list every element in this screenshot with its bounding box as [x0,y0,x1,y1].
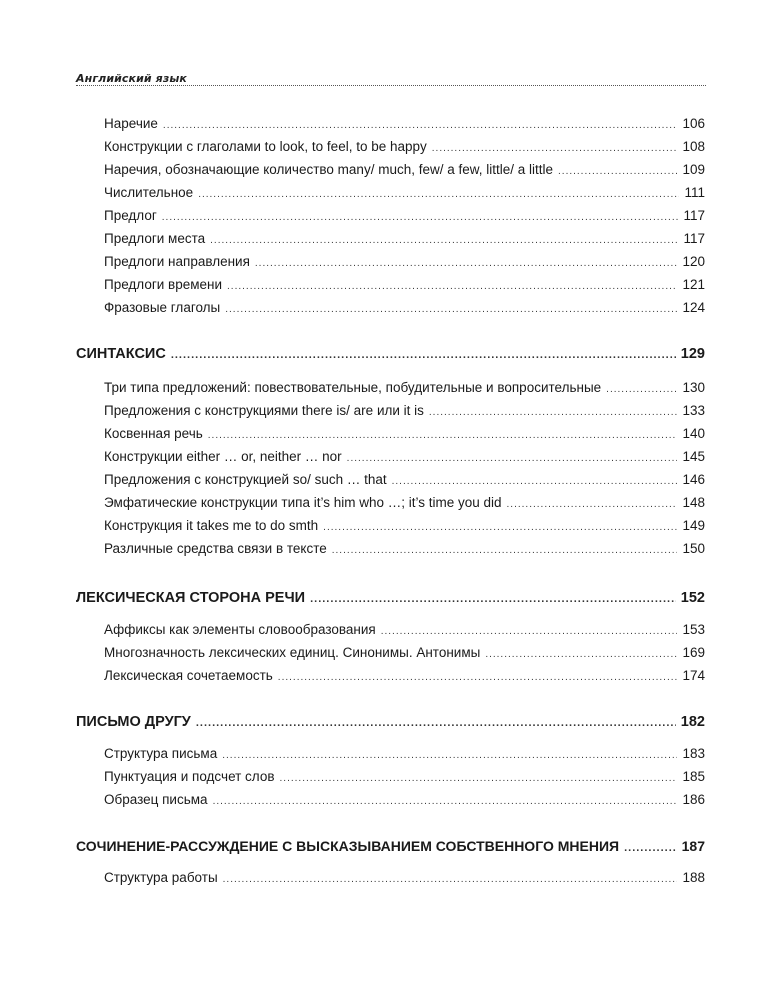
toc-entry-page: 145 [682,449,705,464]
dot-leader [432,143,678,154]
toc-entry[interactable] [104,277,705,292]
toc-entry-page: 169 [682,645,705,660]
toc-entry-title: Аффиксы как элементы словообразования [104,622,376,637]
toc-entry-title: Предлог [104,208,157,223]
dot-leader [332,545,678,556]
toc-entry-title: Наречие [104,116,158,131]
toc-entry-page: 146 [682,472,705,487]
toc-entry[interactable] [104,645,705,660]
toc-section-title: СОЧИНЕНИЕ-РАССУЖДЕНИЕ С ВЫСКАЗЫВАНИЕМ СОБСТВЕННОГО МНЕНИЯ [76,838,620,854]
toc-section-lexis[interactable] [76,590,705,606]
toc-entry[interactable] [104,518,705,533]
toc-entry-title: Наречия, обозначающие количество many/ much, few/ a few, little/ a little [104,162,554,177]
dot-leader [171,349,676,361]
dot-leader [210,235,678,246]
dot-leader [429,407,678,418]
toc-entry-title: Структура письма [104,746,218,761]
toc-entry-title: Различные средства связи в тексте [104,541,327,556]
toc-section-page: 182 [680,714,705,730]
toc-section-title: ПИСЬМО ДРУГУ [76,714,191,730]
toc-entry-title: Предлоги направления [104,254,250,269]
toc-entry-page: 130 [682,380,705,395]
toc-entry-title: Многозначность лексических единиц. Синонимы. Антонимы [104,645,481,660]
toc-section-syntax[interactable] [76,346,705,362]
toc-entry[interactable] [104,254,705,269]
toc-entry[interactable] [104,231,705,246]
toc-entry-page: 148 [682,495,705,510]
toc-entry[interactable] [104,495,705,510]
dot-leader [222,750,677,761]
toc-entry-page: 111 [684,185,705,200]
toc-entry[interactable] [104,472,705,487]
toc-section-essay[interactable] [76,838,705,854]
dot-leader [381,626,678,637]
toc-entry-page: 133 [682,403,705,418]
toc-entry[interactable] [104,380,705,395]
toc-entry-title: Числительное [104,185,194,200]
toc-section-title: СИНТАКСИС [76,346,166,362]
dot-leader [223,874,678,885]
toc-entry-page: 185 [682,769,705,784]
toc-entry[interactable] [104,162,705,177]
toc-entry-page: 120 [682,254,705,269]
toc-entry-page: 106 [682,116,705,131]
toc-entry[interactable] [104,792,705,807]
toc-section-title: ЛЕКСИЧЕСКАЯ СТОРОНА РЕЧИ [76,590,306,606]
toc-entry[interactable] [104,769,705,784]
toc-entry[interactable] [104,139,705,154]
dot-leader [255,258,678,269]
toc-entry-title: Структура работы [104,870,218,885]
toc-entry-title: Три типа предложений: повествовательные, побудительные и вопросительные [104,380,602,395]
toc-entry[interactable] [104,300,705,315]
toc-entry-title: Конструкции с глаголами to look, to feel, to be happy [104,139,427,154]
dot-leader [280,773,678,784]
toc-entry[interactable] [104,426,705,441]
toc-entry-page: 150 [682,541,705,556]
dot-leader [347,453,678,464]
dot-leader [163,120,678,131]
dot-leader [507,499,678,510]
toc-entry[interactable] [104,403,705,418]
toc-entry[interactable] [104,870,705,885]
toc-entry-page: 188 [682,870,705,885]
toc-entry-page: 153 [682,622,705,637]
toc-section-letter[interactable] [76,714,705,730]
toc-section-page: 152 [680,590,705,606]
dot-leader [227,281,677,292]
toc-entry-title: Эмфатические конструкции типа it’s him who …; it’s time you did [104,495,502,510]
running-title: Английский язык [76,72,187,85]
toc-entry-page: 124 [682,300,705,315]
toc-entry[interactable] [104,746,705,761]
toc-entry-page: 117 [683,208,705,223]
dot-leader [213,796,678,807]
dot-leader [310,593,676,605]
dot-leader [208,430,678,441]
dot-leader [323,522,677,533]
toc-entry[interactable] [104,185,705,200]
dot-leader [278,672,678,683]
toc-entry-title: Лексическая сочетаемость [104,668,273,683]
toc-entry-page: 174 [682,668,705,683]
running-head [76,69,706,86]
toc-entry-page: 121 [682,277,705,292]
dot-leader [606,384,677,395]
dot-leader [225,304,677,315]
toc-entry[interactable] [104,208,705,223]
toc-entry-title: Предлоги места [104,231,206,246]
toc-entry[interactable] [104,449,705,464]
toc-entry[interactable] [104,116,705,131]
toc-entry-page: 117 [683,231,705,246]
dot-leader [392,476,678,487]
toc-entry-title: Конструкция it takes me to do smth [104,518,319,533]
toc-entry-page: 186 [682,792,705,807]
toc-entry-title: Образец письма [104,792,208,807]
dot-leader [198,189,679,200]
toc-entry-title: Фразовые глаголы [104,300,221,315]
toc-entry[interactable] [104,668,705,683]
toc-entry-title: Предлоги времени [104,277,223,292]
toc-entry-title: Косвенная речь [104,426,203,441]
dot-leader [485,649,677,660]
toc-entry-title: Пунктуация и подсчет слов [104,769,275,784]
toc-entry-page: 140 [682,426,705,441]
dot-leader [624,842,677,854]
toc-section-page: 187 [681,838,705,854]
toc-entry-page: 109 [682,162,705,177]
toc-entry-title: Предложения с конструкциями there is/ are или it is [104,403,424,418]
toc-entry-title: Предложения с конструкцией so/ such … that [104,472,387,487]
toc-entry-page: 149 [682,518,705,533]
toc-entry[interactable] [104,541,705,556]
toc-entry-page: 183 [682,746,705,761]
dot-leader [558,166,677,177]
toc-entry-page: 108 [682,139,705,154]
toc-section-page: 129 [680,346,705,362]
dot-leader [162,212,679,223]
toc-entry[interactable] [104,622,705,637]
toc-entry-title: Конструкции either … or, neither … nor [104,449,342,464]
dot-leader [196,717,676,729]
